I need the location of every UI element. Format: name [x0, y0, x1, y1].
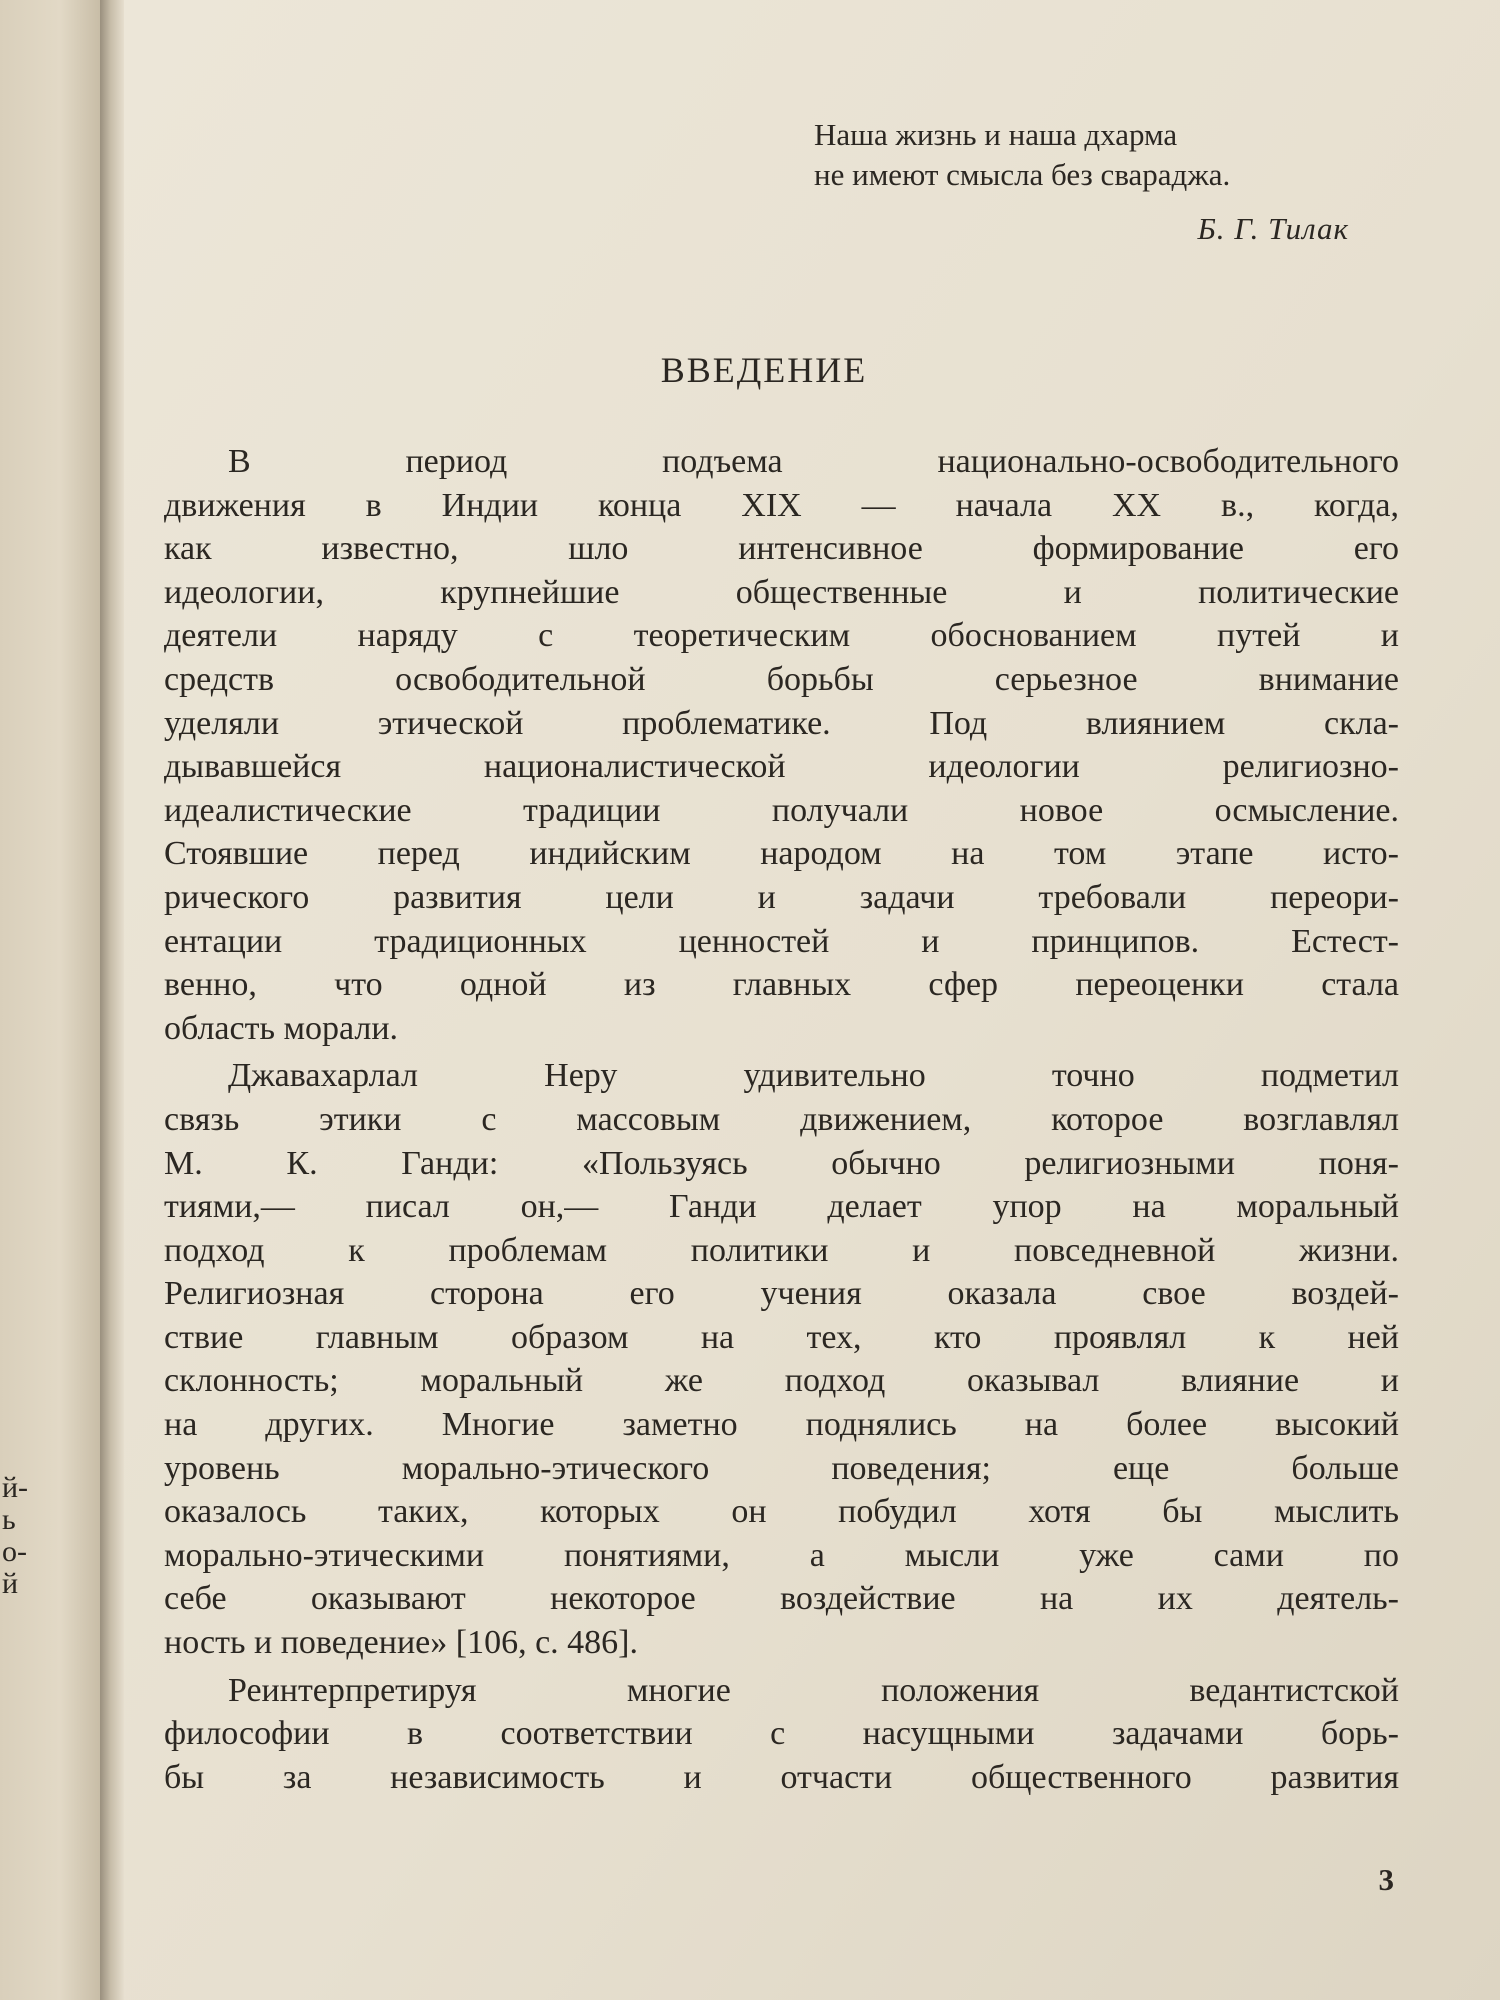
left-page-fragment-line: ь: [2, 1504, 16, 1536]
epigraph-line: не имеют смысла без свараджа.: [814, 157, 1231, 192]
text-line: подход к проблемам политики и повседневной жизни.: [164, 1231, 1399, 1269]
left-page-fragment-line: о-: [2, 1536, 27, 1568]
text-line: ность и поведение» [106, с. 486].: [164, 1624, 638, 1662]
text-line: ствие главным образом на тех, кто проявлял к ней: [164, 1318, 1399, 1356]
text-line: ентации традиционных ценностей и принципов. Естест-: [164, 922, 1399, 960]
epigraph-author: Б. Г. Тилак: [1197, 211, 1349, 246]
text-line: венно, что одной из главных сфер переоценки стала: [164, 966, 1399, 1004]
text-line: рического развития цели и задачи требовали переори-: [164, 878, 1399, 916]
left-page-fragment-line: й-: [2, 1472, 29, 1504]
body-text: [164, 440, 1399, 1803]
text-line: Джавахарлал Неру удивительно точно подметил: [228, 1057, 1399, 1095]
text-line: тиями,— писал он,— Ганди делает упор на моральный: [164, 1188, 1399, 1226]
chapter-heading: ВВЕДЕНИЕ: [660, 350, 868, 390]
text-line: Стоявшие перед индийским народом на том этапе исто-: [164, 835, 1399, 873]
text-line: уровень морально-этического поведения; еще больше: [164, 1449, 1399, 1487]
text-line: философии в соответствии с насущными задачами борь-: [164, 1715, 1399, 1753]
paragraph: [164, 1054, 1399, 1664]
book-gutter: [100, 0, 124, 2000]
text-line: область морали.: [164, 1009, 399, 1047]
text-line: склонность; моральный же подход оказывал влияние и: [164, 1362, 1399, 1400]
text-line: оказалось таких, которых он побудил хотя бы мыслить: [164, 1493, 1399, 1531]
text-line: морально-этическими понятиями, а мысли уже сами по: [164, 1536, 1399, 1574]
text-line: себе оказывают некоторое воздействие на их деятель-: [164, 1580, 1399, 1618]
text-line: В период подъема национально-освободительного: [228, 443, 1399, 480]
text-line: деятели наряду с теоретическим обоснованием путей и: [164, 617, 1399, 655]
text-line: на других. Многие заметно поднялись на более высокий: [164, 1406, 1399, 1444]
epigraph-line: Наша жизнь и наша дхарма: [814, 117, 1178, 152]
page-number: 3: [1378, 1862, 1394, 1897]
left-page-fragment-line: й: [2, 1568, 19, 1600]
text-line: Реинтерпретируя многие положения ведантистской: [228, 1671, 1399, 1709]
left-page-text-fragment: [2, 1472, 42, 1600]
text-line: уделяли этической проблематике. Под влиянием скла-: [164, 704, 1399, 742]
text-line: М. К. Ганди: «Пользуясь обычно религиозными поня-: [164, 1144, 1399, 1182]
book-page: [124, 0, 1500, 2000]
text-line: идеалистические традиции получали новое осмысление.: [164, 791, 1399, 829]
text-line: движения в Индии конца XIX — начала XX в., когда,: [164, 486, 1399, 524]
text-line: идеологии, крупнейшие общественные и политические: [164, 573, 1399, 611]
text-line: как известно, шло интенсивное формирование его: [164, 530, 1399, 568]
text-line: средств освободительной борьбы серьезное внимание: [164, 660, 1399, 698]
epigraph: [814, 115, 1374, 249]
text-line: дывавшейся националистической идеологии религиозно-: [164, 748, 1399, 786]
paragraph: [164, 440, 1399, 1050]
left-page-edge: [0, 0, 100, 2000]
text-line: бы за независимость и отчасти общественного развития: [164, 1758, 1399, 1796]
paragraph: [164, 1669, 1399, 1800]
text-line: связь этики с массовым движением, которое возглавлял: [164, 1100, 1399, 1138]
text-line: Религиозная сторона его учения оказала свое воздей-: [164, 1275, 1399, 1313]
